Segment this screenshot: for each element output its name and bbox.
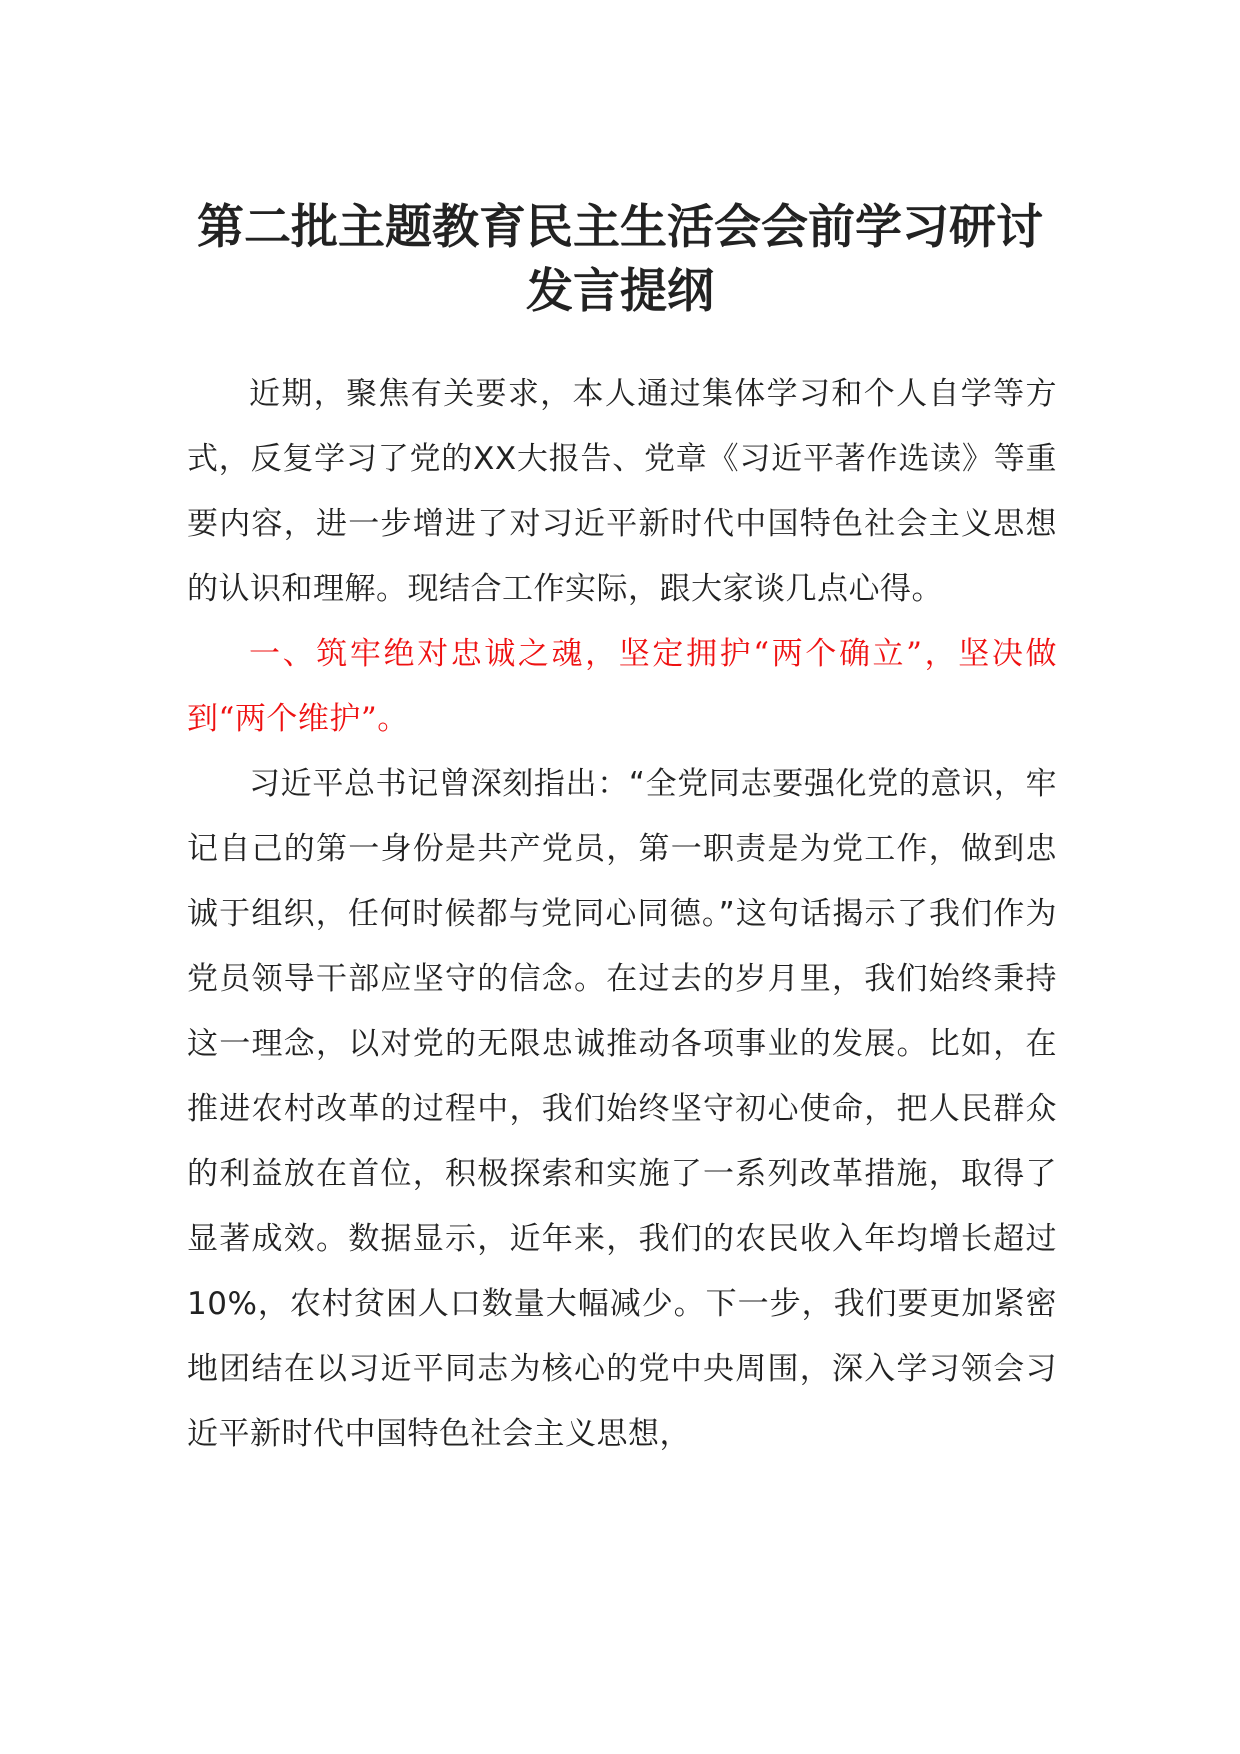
document-title: 第二批主题教育民主生活会会前学习研讨发言提纲 <box>197 200 1043 319</box>
section-heading-1: 一、筑牢绝对忠诚之魂，坚定拥护“两个确立”，坚决做到“两个维护”。 <box>187 636 1057 737</box>
body-paragraph: 习近平总书记曾深刻指出：“全党同志要强化党的意识，牢记自己的第一身份是共产党员，第一职责是为党工作，做到忠诚于组织，任何时候都与党同心同德。”这句话揭示了我们作为党员领导干部应坚守的信念。在过去的岁月里，我们始终秉持这一理念，以对党的无限忠诚推动各项事业的发展。比如，在推进农村改革的过程中，我们始终坚守初心使命，把人民群众的利益放在首位，积极探索和实施了一系列改革措施，取得了显著成效。数据显示，近年来，我们的农民收入年均增长超过10%，农村贫困人口数量大幅减少。下一步，我们要更加紧密地团结在以习近平同志为核心的党中央周围，深入学习领会习近平新时代中国特色社会主义思想， <box>187 766 1057 1452</box>
document-body <box>187 362 1057 1467</box>
intro-paragraph: 近期，聚焦有关要求，本人通过集体学习和个人自学等方式，反复学习了党的XX大报告、党章《习近平著作选读》等重要内容，进一步增进了对习近平新时代中国特色社会主义思想的认识和理解。现结合工作实际，跟大家谈几点心得。 <box>187 376 1057 607</box>
